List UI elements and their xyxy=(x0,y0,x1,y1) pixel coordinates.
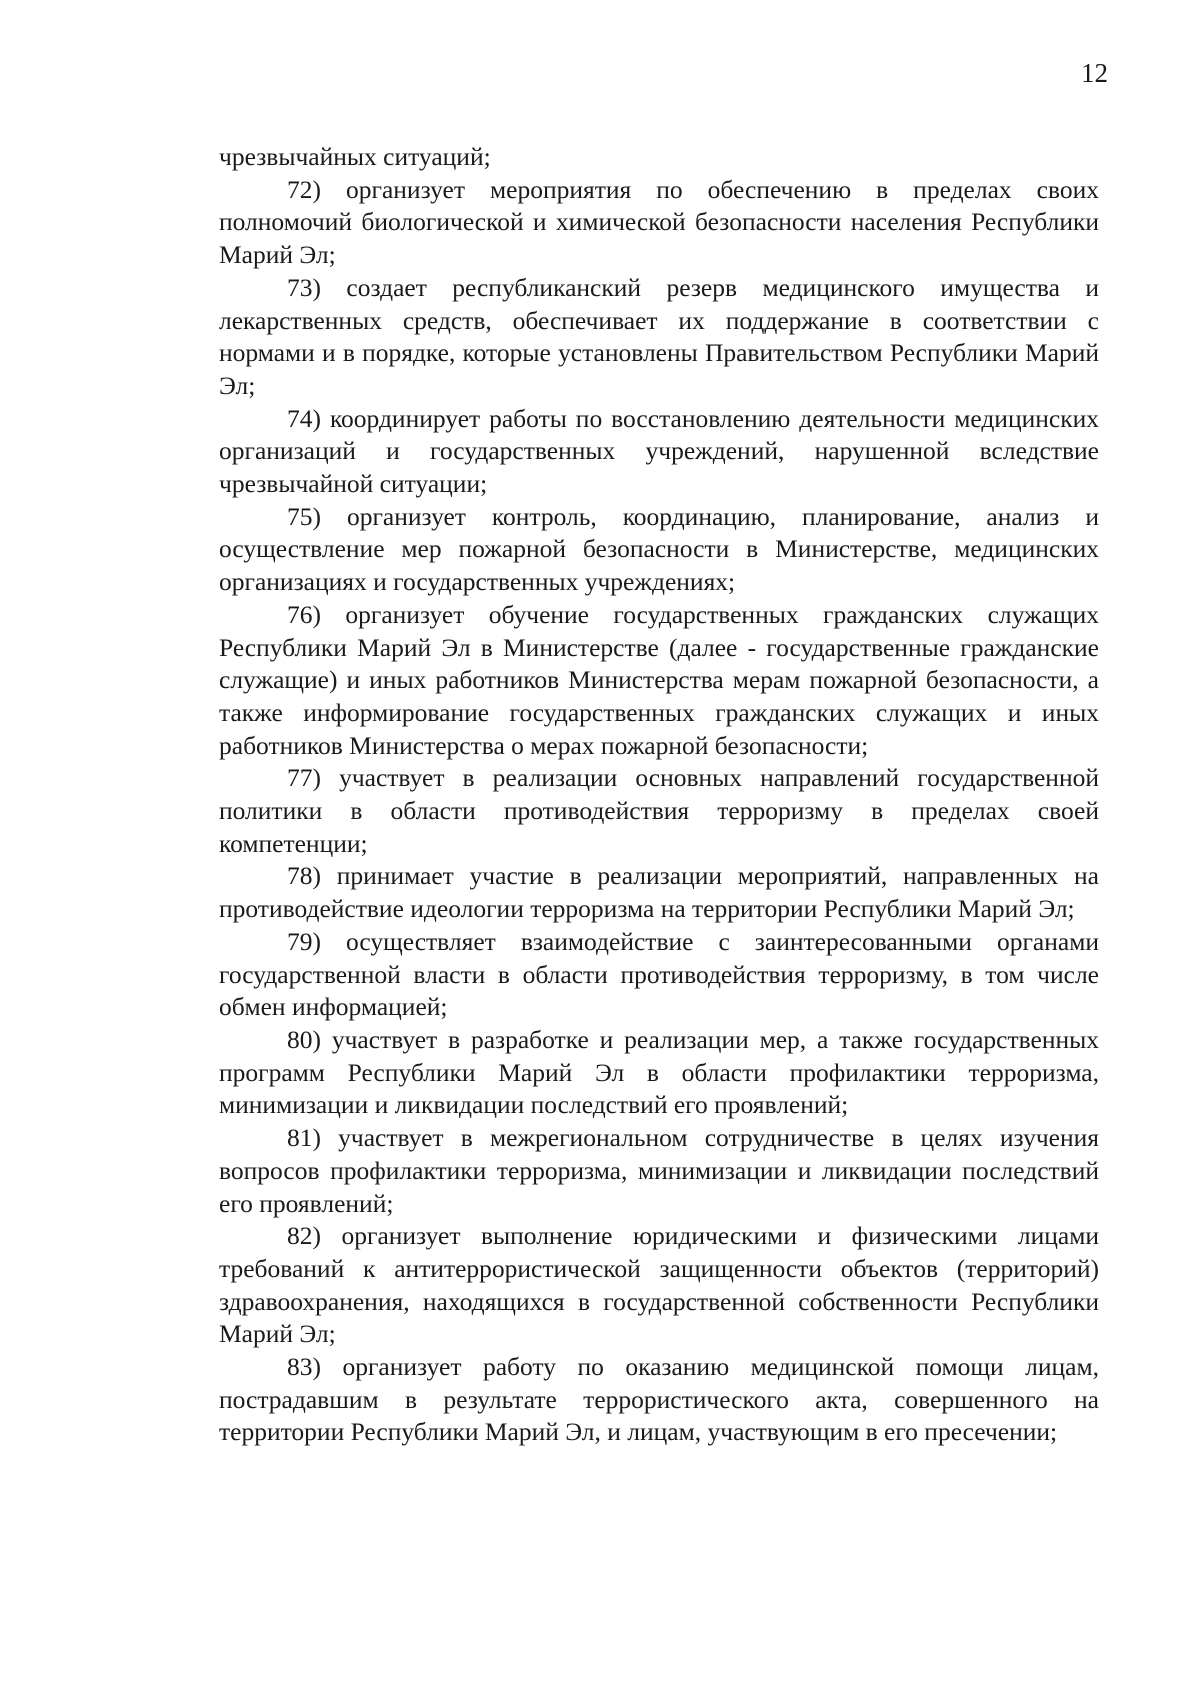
list-item-81: 81) участвует в межрегиональном сотрудничестве в целях изучения вопросов профилактики терроризма, минимизации и ликвидации последствий его проявлений; xyxy=(219,1123,1099,1218)
list-item-82: 82) организует выполнение юридическими и физическими лицами требований к антитеррористической защищенности объектов (территорий) здравоохранения, находящихся в государственной собственности Республики Марий Эл; xyxy=(219,1221,1099,1349)
document-body xyxy=(219,141,1099,1449)
list-item-74: 74) координирует работы по восстановлению деятельности медицинских организаций и государственных учреждений, нарушенной вследствие чрезвычайной ситуации; xyxy=(219,403,1099,499)
list-item-76: 76) организует обучение государственных гражданских служащих Республики Марий Эл в Министерстве (далее - государственные гражданские служащие) и иных работников Министерства мерам пожарной безопасности, а также информирование государственных гражданских служащих и иных работников Министерства о мерах пожарной безопасности; xyxy=(219,599,1099,760)
list-item-77: 77) участвует в реализации основных направлений государственной политики в области противодействия терроризму в пределах своей компетенции; xyxy=(219,763,1099,858)
list-item-83: 83) организует работу по оказанию медицинской помощи лицам, пострадавшим в результате террористического акта, совершенного на территории Республики Марий Эл, и лицам, участвующим в его пресечении; xyxy=(219,1352,1099,1447)
list-item-72: 72) организует мероприятия по обеспечению в пределах своих полномочий биологической и химической безопасности населения Республики Марий Эл; xyxy=(219,174,1099,270)
list-item-75: 75) организует контроль, координацию, планирование, анализ и осуществление мер пожарной безопасности в Министерстве, медицинских организациях и государственных учреждениях; xyxy=(219,501,1099,597)
list-item-78: 78) принимает участие в реализации мероприятий, направленных на противодействие идеологии терроризма на территории Республики Марий Эл; xyxy=(219,861,1099,924)
list-item-80: 80) участвует в разработке и реализации мер, а также государственных программ Республики Марий Эл в области профилактики терроризма, минимизации и ликвидации последствий его проявлений; xyxy=(219,1024,1099,1120)
continuation-line: чрезвычайных ситуаций; xyxy=(219,142,491,171)
list-item-79: 79) осуществляет взаимодействие с заинтересованными органами государственной власти в области противодействия терроризму, в том числе обмен информацией; xyxy=(219,926,1099,1022)
list-item-73: 73) создает республиканский резерв медицинского имущества и лекарственных средств, обеспечивает их поддержание в соответствии с нормами и в порядке, которые установлены Правительством Республики Марий Эл; xyxy=(219,272,1099,400)
page-number: 12 xyxy=(1081,58,1108,88)
